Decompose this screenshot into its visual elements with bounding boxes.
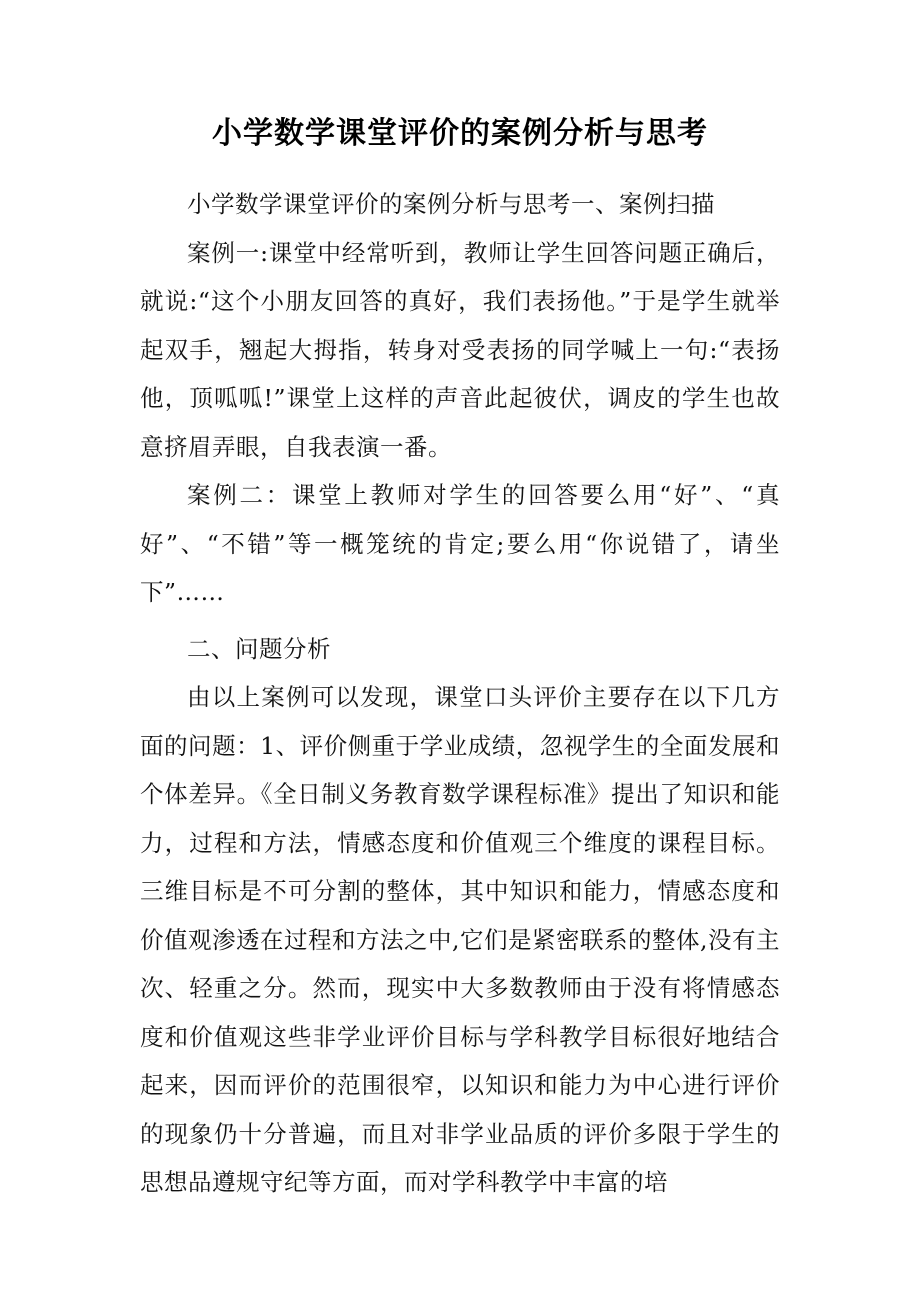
paragraph-analysis: 由以上案例可以发现，课堂口头评价主要存在以下几方面的问题：1、评价侧重于学业成绩，忽视学生的全面发展和个体差异。《全日制义务教育数学课程标准》提出了知识和能力，过程和方法，情感态度和价值观三个维度的课程目标。三维目标是不可分割的整体，其中知识和能力，情感态度和价值观渗透在过程和方法之中,它们是紧密联系的整体,没有主次、轻重之分。然而，现实中大多数教师由于没有将情感态度和价值观这些非学业评价目标与学科教学目标很好地结合起来，因而评价的范围很窄，以知识和能力为中心进行评价的现象仍十分普遍，而且对非学业品质的评价多限于学生的思想品遵规守纪等方面，而对学科教学中丰富的培 bbox=[140, 683, 780, 1196]
paragraph-case-two: 案例二：课堂上教师对学生的回答要么用“好”、“真好”、“不错”等一概笼统的肯定;要么用“你说错了，请坐下”…… bbox=[140, 481, 780, 606]
paragraph-intro: 小学数学课堂评价的案例分析与思考一、案例扫描 bbox=[187, 190, 715, 218]
section-heading-problem-analysis: 二、问题分析 bbox=[187, 634, 331, 663]
document-body bbox=[140, 180, 780, 1207]
paragraph-case-one: 案例一:课堂中经常听到，教师让学生回答问题正确后，就说:“这个小朋友回答的真好，我们表扬他。”于是学生就举起双手，翘起大拇指，转身对受表扬的同学喊上一句:“表扬他，顶呱呱!”课堂上这样的声音此起彼伏，调皮的学生也故意挤眉弄眼，自我表演一番。 bbox=[140, 238, 780, 461]
document-title: 小学数学课堂评价的案例分析与思考 bbox=[212, 116, 708, 151]
